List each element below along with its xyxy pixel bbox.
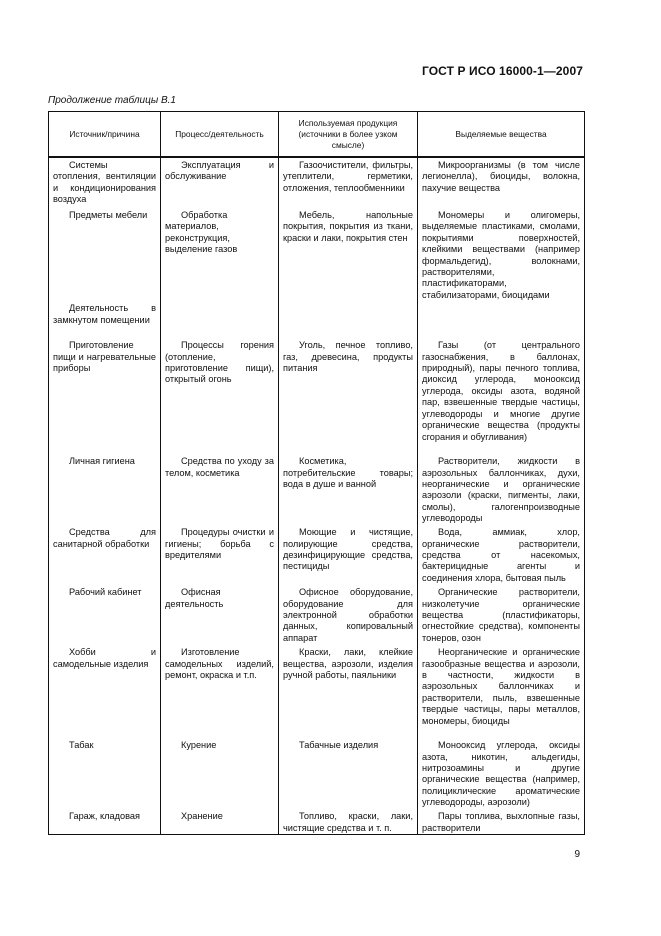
cell-process: Средства по уходу за телом, косметика (161, 454, 279, 525)
table-header-row (49, 112, 585, 158)
column-header-products: Используемая продукция (источники в более узком смысле) (279, 112, 418, 158)
cell-source: Рабочий кабинет (49, 585, 161, 645)
cell-products: Мебель, напольные покрытия, покрытия из ткани, краски и лаки, покрытия стен (279, 208, 418, 301)
cell-process: Хранение (161, 809, 279, 834)
cell-products (279, 301, 418, 338)
table-row (49, 454, 585, 525)
cell-process: Офисная деятельность (161, 585, 279, 645)
document-id: ГОСТ Р ИСО 16000-1—2007 (421, 64, 583, 78)
cell-process: Обработка материалов, реконструкция, выделение газов (161, 208, 279, 301)
cell-process (161, 301, 279, 338)
cell-source: Гараж, кладовая (49, 809, 161, 834)
sources-table (48, 111, 585, 835)
cell-substances: Растворители, жидкости в аэрозольных баллончиках, духи, неорганические и органические аэрозоли (краски, пигменты, лаки, смолы), галогенпроизводные углеводороды (418, 454, 585, 525)
cell-source: Средства для санитарной обработки (49, 525, 161, 585)
table-row (49, 338, 585, 454)
cell-source: Системы отопления, вентиляции и кондиционирования воздуха (49, 157, 161, 208)
cell-products: Газоочистители, фильтры, утеплители, герметики, отложения, теплообменники (279, 157, 418, 208)
cell-products: Уголь, печное топливо, газ, древесина, продукты питания (279, 338, 418, 454)
cell-products: Краски, лаки, клейкие вещества, аэрозоли, изделия ручной работы, паяльники (279, 645, 418, 738)
table-row (49, 301, 585, 338)
column-header-process: Процесс/деятельность (161, 112, 279, 158)
cell-substances: Пары топлива, выхлопные газы, растворители (418, 809, 585, 834)
table-row (49, 738, 585, 809)
cell-process: Процессы горения (отопление, приготовление пищи), открытый огонь (161, 338, 279, 454)
cell-substances: Вода, аммиак, хлор, органические растворители, средства от насекомых, бактерицидные агенты и соединения хлора, бытовая пыль (418, 525, 585, 585)
table-row (49, 585, 585, 645)
cell-process: Процедуры очистки и гигиены; борьба с вредителями (161, 525, 279, 585)
table-row (49, 157, 585, 208)
cell-substances: Органические растворители, низколетучие органические вещества (пластификаторы, огнестойкие средства), компоненты тонеров, озон (418, 585, 585, 645)
cell-substances (418, 301, 585, 338)
table-row (49, 809, 585, 834)
cell-source: Хобби и самодельные изделия (49, 645, 161, 738)
cell-process: Изготовление самодельных изделий, ремонт, окраска и т.п. (161, 645, 279, 738)
cell-source: Деятельность в замкнутом помещении (49, 301, 161, 338)
cell-substances: Газы (от центрального газоснабжения, в баллонах, природный), пары печного топлива, диоксид углерода, монооксид углерода, оксиды азота, водяной пар, взвешенные твердые частицы, углеводороды и многие другие органические вещества (продукты сгорания и обугливания) (418, 338, 585, 454)
cell-source: Табак (49, 738, 161, 809)
cell-products: Топливо, краски, лаки, чистящие средства и т. п. (279, 809, 418, 834)
cell-substances: Мономеры и олигомеры, выделяемые пластиками, смолами, покрытиями поверхностей, клейкими веществами (например формальдегид), волокнами, растворителями, пластификаторами, стабилизаторами, биоцидами (418, 208, 585, 301)
table-row (49, 208, 585, 301)
column-header-substances: Выделяемые вещества (418, 112, 585, 158)
table-row (49, 645, 585, 738)
cell-products: Моющие и чистящие, полирующие средства, дезинфицирующие средства, пестициды (279, 525, 418, 585)
cell-products: Офисное оборудование, оборудование для электронной обработки данных, копировальный аппарат (279, 585, 418, 645)
cell-source: Приготовление пищи и нагревательные приборы (49, 338, 161, 454)
cell-substances: Монооксид углерода, оксиды азота, никотин, альдегиды, нитрозоамины и другие органические вещества (например, полициклические ароматические углеводороды, аэрозоли) (418, 738, 585, 809)
cell-source: Личная гигиена (49, 454, 161, 525)
cell-substances: Неорганические и органические газообразные вещества и аэрозоли, в частности, жидкости в аэрозольных баллончиках и растворители, пыль, взвешенные твердые частицы, пары металлов, мономеры, биоциды (418, 645, 585, 738)
column-header-source: Источник/причина (49, 112, 161, 158)
page-number: 9 (574, 849, 580, 860)
cell-process: Эксплуатация и обслуживание (161, 157, 279, 208)
cell-source: Предметы мебели (49, 208, 161, 301)
table-row (49, 525, 585, 585)
table-caption: Продолжение таблицы В.1 (48, 95, 176, 106)
cell-products: Табачные изделия (279, 738, 418, 809)
cell-products: Косметика, потребительские товары; вода в душе и ванной (279, 454, 418, 525)
cell-substances: Микроорганизмы (в том числе легионелла), биоциды, волокна, пахучие вещества (418, 157, 585, 208)
cell-process: Курение (161, 738, 279, 809)
